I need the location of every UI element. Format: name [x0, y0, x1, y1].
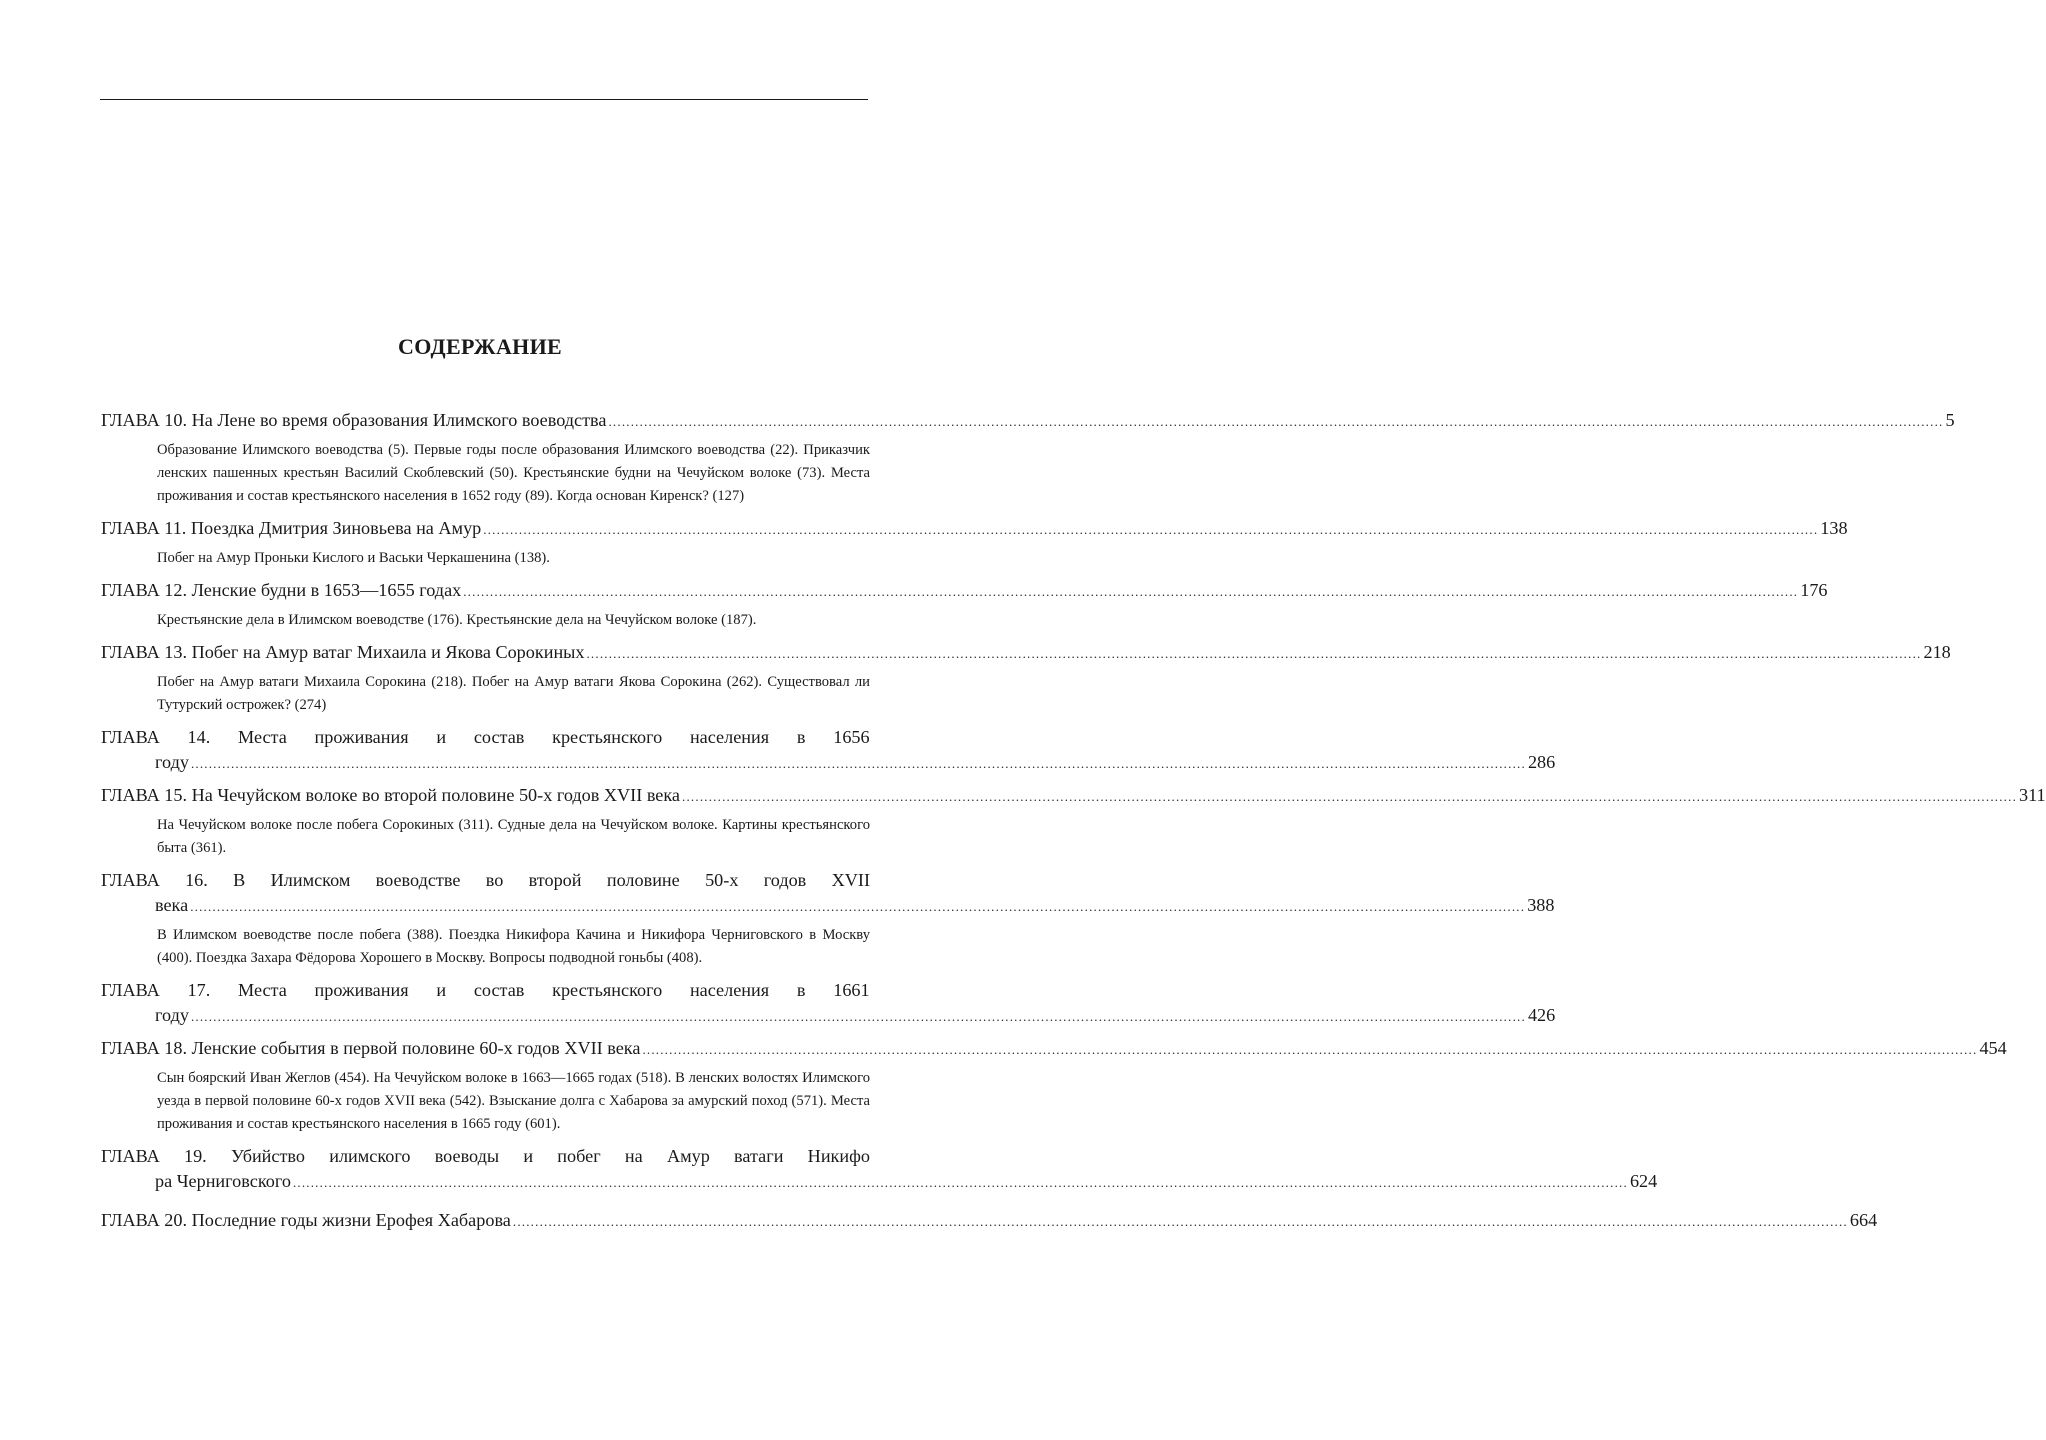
- section-list: Образование Илимского воеводства (5). Первые годы после образования Илимского воеводства (22). Приказчик ленских пашенных крестьян Василий Скоблевский (50). Крестьянские будни на Чечуйском волоке (73). Места проживания и состав крестьянского населения в 1652 году (89). Когда основан Киренск? (127): [157, 442, 870, 504]
- section-list: На Чечуйском волоке после побега Сорокиных (311). Судные дела на Чечуйском волоке. Картины крестьянского быта (361).: [157, 817, 870, 856]
- page-number: 624: [1629, 1171, 1658, 1191]
- chapter-title-continued: году: [155, 1005, 189, 1025]
- chapter-line: [101, 725, 870, 750]
- dot-leader: ............................................................................................................................................................................................................................................................................................................: [483, 522, 1819, 537]
- page-number: 5: [1945, 410, 1955, 430]
- dot-leader: ............................................................................................................................................................................................................................................................................................................: [512, 1214, 1848, 1229]
- chapter-line: [101, 516, 1848, 541]
- page-number: 426: [1527, 1005, 1556, 1025]
- chapter-title: ГЛАВА 10. На Лене во время образования Илимского воеводства: [101, 410, 607, 430]
- section-list: Побег на Амур ватаги Михаила Сорокина (218). Побег на Амур ватаги Якова Сорокина (262). Существовал ли Тутурский острожек? (274): [157, 674, 870, 713]
- page-number: 286: [1527, 752, 1556, 772]
- toc-entry: [101, 725, 1556, 775]
- toc-entry: [101, 578, 1828, 632]
- section-list: Крестьянские дела в Илимском воеводстве (176). Крестьянские дела на Чечуйском волоке (187).: [157, 612, 757, 628]
- toc-entry: [101, 516, 1848, 570]
- chapter-title: ГЛАВА 12. Ленские будни в 1653—1655 годах: [101, 580, 462, 600]
- section-list: В Илимском воеводстве после побега (388). Поездка Никифора Качина и Никифора Черниговского в Москву (400). Поездка Захара Фёдорова Хорошего в Москву. Вопросы подводной гоньбы (408).: [157, 927, 870, 966]
- chapter-line: [101, 1208, 1878, 1233]
- chapter-title-continued: века: [155, 895, 189, 915]
- toc-entry: [101, 1208, 1878, 1233]
- top-rule: [100, 99, 868, 100]
- dot-leader: ............................................................................................................................................................................................................................................................................................................: [608, 414, 1944, 429]
- chapter-line: [101, 783, 2046, 808]
- toc-entry: [101, 640, 1951, 717]
- dot-leader: ............................................................................................................................................................................................................................................................................................................: [463, 584, 1799, 599]
- chapter-line: [101, 640, 1951, 665]
- toc-entry: [101, 783, 2046, 860]
- chapter-title-continued: году: [155, 752, 189, 772]
- chapter-line: [101, 978, 870, 1003]
- chapter-title-continued: ра Черниговского: [155, 1171, 291, 1191]
- dot-leader: ............................................................................................................................................................................................................................................................................................................: [682, 789, 2018, 804]
- toc-entry: [101, 868, 1555, 970]
- dot-leader: ............................................................................................................................................................................................................................................................................................................: [292, 1175, 1628, 1190]
- page-number: 311: [2019, 785, 2046, 805]
- chapter-line: [101, 408, 1955, 433]
- chapter-title: ГЛАВА 13. Побег на Амур ватаг Михаила и Якова Сорокиных: [101, 642, 585, 662]
- page-number: 176: [1800, 580, 1828, 600]
- chapter-line: [101, 1144, 870, 1169]
- dot-leader: ............................................................................................................................................................................................................................................................................................................: [642, 1042, 1978, 1057]
- table-of-contents: [101, 408, 2046, 1233]
- chapter-line: [101, 578, 1828, 603]
- chapter-title: ГЛАВА 14. Места проживания и состав крестьянского населения в 1656: [101, 727, 870, 747]
- chapter-title: ГЛАВА 17. Места проживания и состав крестьянского населения в 1661: [101, 980, 870, 1000]
- dot-leader: ............................................................................................................................................................................................................................................................................................................: [190, 1009, 1526, 1024]
- page-number: 138: [1820, 518, 1848, 538]
- toc-entry: [101, 1144, 1658, 1194]
- toc-entry: [101, 1036, 2007, 1136]
- chapter-title: ГЛАВА 20. Последние годы жизни Ерофея Хабарова: [101, 1210, 511, 1230]
- chapter-title: ГЛАВА 15. На Чечуйском волоке во второй половине 50-х годов XVII века: [101, 785, 681, 805]
- chapter-title: ГЛАВА 18. Ленские события в первой половине 60-х годов XVII века: [101, 1038, 641, 1058]
- chapter-line-continued: [101, 1003, 1556, 1028]
- section-list: Побег на Амур Проньки Кислого и Васьки Черкашенина (138).: [157, 550, 550, 566]
- chapter-title: ГЛАВА 16. В Илимском воеводстве во второй половине 50-х годов XVII: [101, 870, 871, 890]
- page-title: СОДЕРЖАНИЕ: [398, 334, 562, 359]
- page-number: 218: [1923, 642, 1951, 662]
- page-number: 454: [1979, 1038, 2007, 1058]
- dot-leader: ............................................................................................................................................................................................................................................................................................................: [586, 646, 1922, 661]
- chapter-title: ГЛАВА 19. Убийство илимского воеводы и побег на Амур ватаги Никифо: [101, 1146, 870, 1166]
- toc-entry: [101, 978, 1556, 1028]
- dot-leader: ............................................................................................................................................................................................................................................................................................................: [190, 899, 1526, 914]
- chapter-title: ГЛАВА 11. Поездка Дмитрия Зиновьева на Амур: [101, 518, 482, 538]
- toc-entry: [101, 408, 1955, 508]
- section-list: Сын боярский Иван Жеглов (454). На Чечуйском волоке в 1663—1665 годах (518). В ленских волостях Илимского уезда в первой половине 60-х годов XVII века (542). Взыскание долга с Хабарова за амурский поход (571). Места проживания и состав крестьянского населения в 1665 году (601).: [157, 1070, 870, 1132]
- page-number: 388: [1527, 895, 1555, 915]
- chapter-line: [101, 1036, 2007, 1061]
- chapter-line-continued: [101, 1169, 1658, 1194]
- dot-leader: ............................................................................................................................................................................................................................................................................................................: [190, 756, 1526, 771]
- chapter-line-continued: [101, 893, 1555, 918]
- chapter-line-continued: [101, 750, 1556, 775]
- page-number: 664: [1849, 1210, 1878, 1230]
- chapter-line: [101, 868, 870, 893]
